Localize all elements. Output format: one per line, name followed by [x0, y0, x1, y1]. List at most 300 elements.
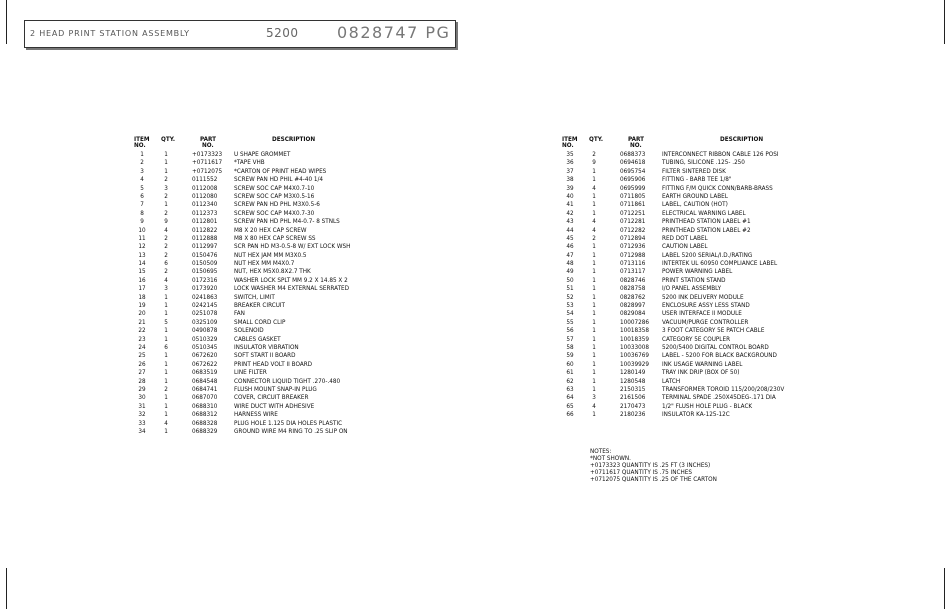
- table-row: [132, 352, 432, 360]
- description: INTERCONNECT RIBBON CABLE 126 POSI: [662, 152, 779, 158]
- part-number: 0695906: [620, 177, 646, 184]
- quantity: 1: [592, 311, 596, 318]
- item-number: 59: [566, 353, 574, 360]
- description: CAUTION LABEL: [662, 244, 708, 251]
- part-number: 0712894: [620, 235, 646, 242]
- description: LABEL 5200 SERIAL/I.D./RATING: [662, 252, 753, 259]
- table-row: [560, 151, 860, 159]
- item-number: 36: [566, 160, 574, 167]
- table-row: [132, 369, 432, 377]
- table-row: [560, 227, 860, 235]
- part-number: 0150695: [192, 269, 218, 276]
- quantity: 1: [592, 412, 596, 419]
- part-number: +0712075: [192, 168, 223, 175]
- description: 1/2" FLUSH HOLE PLUG - BLACK: [662, 403, 753, 410]
- item-number: 50: [566, 277, 574, 284]
- table-row: [132, 411, 432, 419]
- table-header: [560, 137, 860, 151]
- table-row: [132, 201, 432, 209]
- item-number: 21: [138, 319, 146, 326]
- table-row: [132, 268, 432, 276]
- part-no-header: PART NO.: [200, 137, 217, 149]
- table-row: [560, 168, 860, 176]
- table-row: [132, 428, 432, 436]
- item-number: 62: [566, 378, 574, 385]
- item-number: 24: [138, 344, 146, 351]
- item-number: 60: [566, 361, 574, 368]
- quantity: 2: [592, 152, 596, 158]
- table-row: [560, 319, 860, 327]
- item-number: 12: [138, 244, 146, 251]
- quantity: 1: [164, 428, 168, 435]
- quantity: 2: [164, 252, 168, 259]
- quantity: 2: [164, 177, 168, 184]
- table-row: [560, 218, 860, 226]
- description: TERMINAL SPADE .250X45DEG-.171 DIA: [662, 395, 776, 402]
- description-header: DESCRIPTION: [720, 137, 764, 143]
- item-number: 49: [566, 269, 574, 276]
- description: INSULATOR KA-125-12C: [662, 412, 730, 419]
- item-number: 53: [566, 303, 574, 310]
- quantity: 1: [164, 328, 168, 335]
- part-number: 0150476: [192, 252, 218, 259]
- table-row: [560, 336, 860, 344]
- description: LABEL, CAUTION (HOT): [662, 202, 728, 209]
- item-number: 43: [566, 219, 574, 226]
- part-number: 0490878: [192, 328, 218, 335]
- item-number: 10: [138, 227, 146, 234]
- table-row: [560, 302, 860, 310]
- description: LABEL - 5200 FOR BLACK BACKGROUND: [662, 353, 777, 360]
- part-number: 0112997: [192, 244, 218, 251]
- part-number: 2170473: [620, 403, 646, 410]
- part-number: 2180236: [620, 412, 646, 419]
- table-row: [132, 159, 432, 167]
- part-number: 0694618: [620, 160, 646, 167]
- item-number: 5: [140, 185, 144, 192]
- table-row: [560, 252, 860, 260]
- quantity: 2: [592, 235, 596, 242]
- part-number: 10007286: [620, 319, 649, 326]
- table-row: [132, 294, 432, 302]
- part-number: 0112008: [192, 185, 218, 192]
- item-number: 48: [566, 261, 574, 268]
- quantity: 1: [164, 168, 168, 175]
- part-number: 0712251: [620, 210, 646, 217]
- part-number: 10036769: [620, 353, 649, 360]
- quantity: 1: [164, 378, 168, 385]
- quantity: 1: [592, 269, 596, 276]
- description: NUT HEX MM M4X0.7: [234, 261, 295, 268]
- item-number: 23: [138, 336, 146, 343]
- table-row: [132, 151, 432, 159]
- part-number: 1280548: [620, 378, 646, 385]
- quantity: 3: [164, 185, 168, 192]
- description: M8 X 80 HEX CAP SCREW SS: [234, 235, 316, 242]
- item-number: 13: [138, 252, 146, 259]
- part-number: 0111552: [192, 177, 218, 184]
- part-number: 10018358: [620, 328, 649, 335]
- table-row: [132, 252, 432, 260]
- description: TUBING, SILICONE .125- .250: [662, 160, 745, 167]
- description: *TAPE VHB: [234, 160, 265, 167]
- description: SCREW PAN HD PHL M4-0.7- 8 STNLS: [234, 219, 340, 226]
- qty-header: QTY.: [589, 137, 604, 143]
- quantity: 1: [164, 336, 168, 343]
- description: SOFT START II BOARD: [234, 353, 296, 360]
- description: SCREW SOC CAP M4X0.7-30: [234, 210, 315, 217]
- item-number: 45: [566, 235, 574, 242]
- description: SCREW PAN HD PHIL #4-40 1/4: [234, 177, 324, 184]
- quantity: 4: [592, 219, 596, 226]
- description: WASHER LOCK SPLT MM 9.2 X 14.85 X 2: [234, 277, 348, 284]
- description: RED DOT LABEL: [662, 235, 708, 242]
- table-row: [132, 361, 432, 369]
- part-no-header: PART NO.: [628, 137, 645, 149]
- part-number: 0510345: [192, 344, 218, 351]
- item-number: 7: [140, 202, 144, 209]
- quantity: 1: [164, 303, 168, 310]
- part-number: 0829084: [620, 311, 646, 318]
- description: LATCH: [662, 378, 681, 385]
- description: M8 X 20 HEX CAP SCREW: [234, 227, 307, 234]
- quantity: 1: [592, 386, 596, 393]
- description: I/O PANEL ASSEMBLY: [662, 286, 722, 293]
- quantity: 3: [164, 286, 168, 293]
- quantity: 1: [592, 193, 596, 200]
- table-row: [132, 378, 432, 386]
- quantity: 1: [592, 328, 596, 335]
- quantity: 4: [164, 420, 168, 427]
- description: NUT HEX JAM MM M3X0.5: [234, 252, 307, 259]
- item-number: 64: [566, 395, 574, 402]
- table-row: [560, 369, 860, 377]
- table-row: [560, 268, 860, 276]
- description: COVER, CIRCUIT BREAKER: [234, 395, 309, 402]
- table-row: [132, 344, 432, 352]
- table-row: [560, 411, 860, 419]
- description: VACUUM/PURGE CONTROLLER: [662, 319, 749, 326]
- part-number: 0688329: [192, 428, 218, 435]
- table-row: [560, 361, 860, 369]
- quantity: 1: [164, 412, 168, 419]
- description: U SHAPE GROMMET: [234, 152, 291, 158]
- parts-table-left: [132, 137, 432, 436]
- part-number: 0112373: [192, 210, 218, 217]
- description: POWER WARNING LABEL: [662, 269, 733, 276]
- quantity: 1: [592, 361, 596, 368]
- quantity: 1: [164, 370, 168, 377]
- note-line: +0711617 QUANTITY IS .75 INCHES: [590, 470, 692, 476]
- description: ENCLOSURE ASSY LESS STAND: [662, 303, 750, 310]
- quantity: 1: [592, 370, 596, 377]
- table-row: [560, 344, 860, 352]
- table-row: [560, 210, 860, 218]
- description: TRANSFORMER TOROID 115/200/208/230V: [662, 386, 785, 393]
- part-number: 0242145: [192, 303, 218, 310]
- quantity: 1: [592, 244, 596, 251]
- item-number: 30: [138, 395, 146, 402]
- description: PRINT HEAD VOLT II BOARD: [234, 361, 313, 368]
- quantity: 1: [592, 286, 596, 293]
- description: INK USAGE WARNING LABEL: [662, 361, 743, 368]
- part-number: 0828997: [620, 303, 646, 310]
- part-number: 0828758: [620, 286, 646, 293]
- item-number: 58: [566, 344, 574, 351]
- part-number: 0684741: [192, 386, 218, 393]
- quantity: 1: [164, 152, 168, 158]
- table-row: [560, 176, 860, 184]
- item-no-header: ITEM NO.: [134, 137, 150, 149]
- right-edge-mark-bottom: [944, 568, 945, 609]
- description: FITTING F/M QUICK CONN/BARB-BRASS: [662, 185, 773, 192]
- description: HARNESS WIRE: [234, 412, 278, 419]
- description-header: DESCRIPTION: [272, 137, 316, 143]
- part-number: 0695999: [620, 185, 646, 192]
- table-row: [560, 386, 860, 394]
- item-number: 37: [566, 168, 574, 175]
- quantity: 1: [164, 403, 168, 410]
- table-row: [132, 193, 432, 201]
- part-number: 0712281: [620, 219, 646, 226]
- table-row: [132, 168, 432, 176]
- quantity: 1: [592, 294, 596, 301]
- description: EARTH GROUND LABEL: [662, 193, 728, 200]
- item-number: 61: [566, 370, 574, 377]
- table-row: [132, 235, 432, 243]
- item-number: 25: [138, 353, 146, 360]
- quantity: 2: [164, 386, 168, 393]
- item-number: 14: [138, 261, 146, 268]
- description: LOCK WASHER M4 EXTERNAL SERRATED: [234, 286, 350, 293]
- table-row: [132, 260, 432, 268]
- item-number: 22: [138, 328, 146, 335]
- item-number: 16: [138, 277, 146, 284]
- quantity: 1: [164, 311, 168, 318]
- description: INSULATOR VIBRATION: [234, 344, 299, 351]
- quantity: 1: [592, 177, 596, 184]
- table-row: [132, 210, 432, 218]
- item-number: 17: [138, 286, 146, 293]
- quantity: 2: [164, 210, 168, 217]
- table-row: [560, 159, 860, 167]
- description: SCR PAN HD M3-0.5-8 W/ EXT LOCK WSH: [234, 244, 351, 251]
- table-row: [132, 310, 432, 318]
- table-row: [132, 218, 432, 226]
- item-number: 66: [566, 412, 574, 419]
- table-row: [560, 285, 860, 293]
- note-line: +0173323 QUANTITY IS .25 FT (3 INCHES): [590, 463, 711, 469]
- assembly-title: 2 HEAD PRINT STATION ASSEMBLY: [30, 29, 190, 38]
- quantity: 1: [592, 210, 596, 217]
- quantity: 6: [164, 344, 168, 351]
- item-number: 41: [566, 202, 574, 209]
- table-row: [560, 403, 860, 411]
- quantity: 1: [592, 202, 596, 209]
- description: 5200 INK DELIVERY MODULE: [662, 294, 744, 301]
- item-number: 4: [140, 177, 144, 184]
- description: PRINTHEAD STATION LABEL #1: [662, 219, 751, 226]
- part-number: 10018359: [620, 336, 649, 343]
- part-number: 0112340: [192, 202, 218, 209]
- quantity: 1: [592, 168, 596, 175]
- description: ELECTRICAL WARNING LABEL: [662, 210, 746, 217]
- table-row: [132, 420, 432, 428]
- part-number: 0173920: [192, 286, 218, 293]
- item-number: 19: [138, 303, 146, 310]
- item-number: 28: [138, 378, 146, 385]
- table-row: [560, 193, 860, 201]
- item-number: 52: [566, 294, 574, 301]
- part-number: 0688312: [192, 412, 218, 419]
- table-row: [560, 294, 860, 302]
- item-number: 27: [138, 370, 146, 377]
- part-number: 0695754: [620, 168, 646, 175]
- quantity: 1: [592, 277, 596, 284]
- item-number: 18: [138, 294, 146, 301]
- title-block: [24, 20, 456, 48]
- item-number: 32: [138, 412, 146, 419]
- table-row: [560, 185, 860, 193]
- table-row: [132, 227, 432, 235]
- table-row: [560, 327, 860, 335]
- table-header: [132, 137, 432, 151]
- part-number: 0712988: [620, 252, 646, 259]
- description: TRAY INK DRIP (BOX OF 50): [662, 370, 740, 377]
- quantity: 1: [164, 395, 168, 402]
- part-number: 0713117: [620, 269, 646, 276]
- item-number: 40: [566, 193, 574, 200]
- right-edge-mark-top: [944, 0, 945, 44]
- quantity: 2: [164, 235, 168, 242]
- table-row: [132, 243, 432, 251]
- item-number: 11: [138, 235, 146, 242]
- quantity: 1: [164, 353, 168, 360]
- item-number: 1: [140, 152, 144, 158]
- description: FILTER SINTERED DISK: [662, 168, 726, 175]
- model-number: 5200: [266, 26, 299, 40]
- quantity: 9: [164, 219, 168, 226]
- item-number: 51: [566, 286, 574, 293]
- quantity: 1: [592, 336, 596, 343]
- table-row: [560, 352, 860, 360]
- description: USER INTERFACE II MODULE: [662, 311, 742, 318]
- quantity: 1: [592, 252, 596, 259]
- quantity: 3: [592, 395, 596, 402]
- part-number: 2161506: [620, 395, 646, 402]
- part-number: 0828762: [620, 294, 646, 301]
- quantity: 1: [164, 361, 168, 368]
- description: NUT, HEX M5X0.8X2.7 THK: [234, 269, 311, 276]
- description: PRINT STATION STAND: [662, 277, 726, 284]
- item-number: 26: [138, 361, 146, 368]
- quantity: 4: [592, 185, 596, 192]
- quantity: 1: [592, 319, 596, 326]
- part-number: 0713116: [620, 261, 646, 268]
- quantity: 1: [592, 303, 596, 310]
- description: 5200/5400 DIGITAL CONTROL BOARD: [662, 344, 769, 351]
- quantity: 4: [592, 403, 596, 410]
- quantity: 5: [164, 319, 168, 326]
- table-row: [560, 201, 860, 209]
- part-number: 0241863: [192, 294, 218, 301]
- item-number: 47: [566, 252, 574, 259]
- description: LINE FILTER: [234, 370, 267, 377]
- table-row: [132, 327, 432, 335]
- part-number: +0173323: [192, 152, 223, 158]
- quantity: 4: [592, 227, 596, 234]
- description: CONNECTOR LIQUID TIGHT .270-.480: [234, 378, 341, 385]
- quantity: 1: [592, 261, 596, 268]
- part-number: 0672622: [192, 361, 218, 368]
- item-number: 9: [140, 219, 144, 226]
- description: INTERTEK UL 60950 COMPLIANCE LABEL: [662, 261, 778, 268]
- quantity: 1: [164, 202, 168, 209]
- item-number: 65: [566, 403, 574, 410]
- notes-heading: NOTES:: [590, 449, 612, 455]
- left-edge-mark-top: [6, 0, 7, 44]
- quantity: 1: [164, 160, 168, 167]
- item-number: 39: [566, 185, 574, 192]
- item-number: 56: [566, 328, 574, 335]
- item-number: 2: [140, 160, 144, 167]
- item-no-header: ITEM NO.: [562, 137, 578, 149]
- part-number: +0711617: [192, 160, 223, 167]
- part-number: 0712936: [620, 244, 646, 251]
- description: PLUG HOLE 1.125 DIA HOLES PLASTIC: [234, 420, 343, 427]
- description: SCREW SOC CAP M4X0.7-10: [234, 185, 315, 192]
- part-number: 0112822: [192, 227, 218, 234]
- description: SCREW SOC CAP M3X0.5-16: [234, 193, 315, 200]
- table-row: [132, 302, 432, 310]
- table-row: [560, 243, 860, 251]
- item-number: 34: [138, 428, 146, 435]
- description: GROUND WIRE M4 RING TO .25 SLIP ON: [234, 428, 348, 435]
- part-number: 1280149: [620, 370, 646, 377]
- item-number: 6: [140, 193, 144, 200]
- quantity: 2: [164, 244, 168, 251]
- description: CATEGORY 5E COUPLER: [662, 336, 731, 343]
- description: SOLENOID: [234, 328, 264, 335]
- part-number: 0711805: [620, 193, 646, 200]
- part-number: 0172316: [192, 277, 218, 284]
- assembly-part-number: 0828747 PG: [337, 23, 451, 42]
- table-row: [132, 185, 432, 193]
- part-number: 10039929: [620, 361, 649, 368]
- table-row: [560, 277, 860, 285]
- quantity: 2: [164, 193, 168, 200]
- description: 3 FOOT CATEGORY 5E PATCH CABLE: [662, 328, 765, 335]
- qty-header: QTY.: [161, 137, 176, 143]
- note-line: *NOT SHOWN.: [590, 456, 631, 462]
- left-edge-mark-bottom: [6, 568, 7, 609]
- description: BREAKER CIRCUIT: [234, 303, 286, 310]
- description: FLUSH MOUNT SNAP-IN PLUG: [234, 386, 317, 393]
- part-number: 0325109: [192, 319, 218, 326]
- table-row: [560, 235, 860, 243]
- quantity: 1: [592, 344, 596, 351]
- part-number: 0510329: [192, 336, 218, 343]
- description: WIRE DUCT WITH ADHESIVE: [234, 403, 315, 410]
- item-number: 20: [138, 311, 146, 318]
- description: FAN: [234, 311, 245, 318]
- description: PRINTHEAD STATION LABEL #2: [662, 227, 751, 234]
- item-number: 8: [140, 210, 144, 217]
- table-row: [132, 285, 432, 293]
- quantity: 4: [164, 277, 168, 284]
- part-number: 0112080: [192, 193, 218, 200]
- item-number: 38: [566, 177, 574, 184]
